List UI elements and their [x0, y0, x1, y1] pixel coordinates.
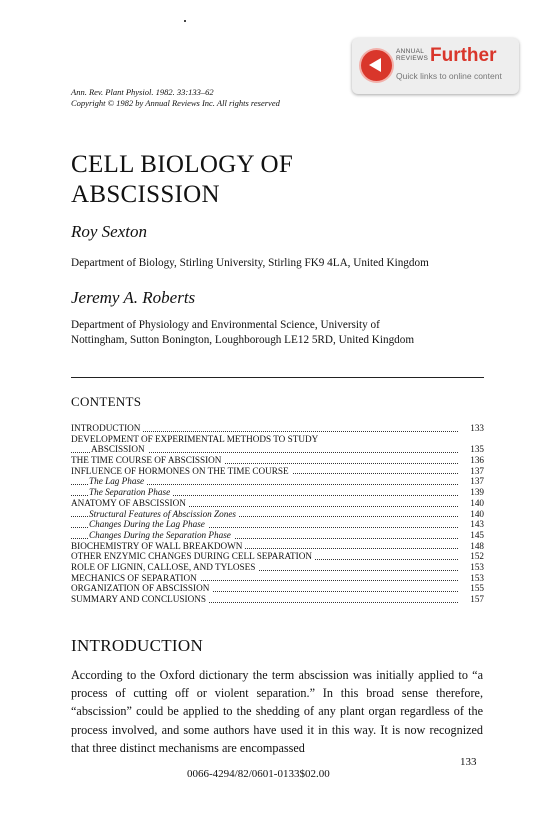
- toc-entry[interactable]: [71, 573, 484, 584]
- journal-citation: Ann. Rev. Plant Physiol. 1982. 33:133–62: [71, 87, 214, 97]
- journal-citation-block: [71, 87, 280, 109]
- toc-entry-page: 137: [460, 476, 484, 487]
- toc-entry[interactable]: [71, 551, 484, 562]
- toc-entry-label: ORGANIZATION OF ABSCISSION: [71, 583, 212, 594]
- toc-entry-label: INFLUENCE OF HORMONES ON THE TIME COURSE: [71, 466, 292, 477]
- back-arrow-icon: [361, 50, 392, 81]
- toc-entry-label: MECHANICS OF SEPARATION: [71, 573, 200, 584]
- toc-entry-page: 143: [460, 519, 484, 530]
- copyright-line: Copyright © 1982 by Annual Reviews Inc. All rights reserved: [71, 98, 280, 108]
- toc-entry[interactable]: [71, 562, 484, 573]
- toc-entry[interactable]: [71, 487, 484, 498]
- author-affiliation: Department of Physiology and Environmental Science, University of Nottingham, Sutton Bonington, Loughborough LE12 5RD, United Kingdom: [71, 319, 415, 346]
- toc-entry-label: THE TIME COURSE OF ABSCISSION: [71, 455, 224, 466]
- toc-entry-label: BIOCHEMISTRY OF WALL BREAKDOWN: [71, 541, 245, 552]
- toc-entry-label: DEVELOPMENT OF EXPERIMENTAL METHODS TO STUDY: [71, 434, 321, 445]
- divider: [71, 377, 484, 378]
- toc-entry-page: 133: [460, 423, 484, 434]
- toc-entry[interactable]: [71, 541, 484, 552]
- toc-entry-label: Changes During the Lag Phase: [89, 519, 208, 530]
- toc-entry-page: 139: [460, 487, 484, 498]
- scan-speck: [184, 20, 186, 22]
- page-number: 133: [460, 756, 477, 768]
- toc-entry[interactable]: [71, 434, 484, 445]
- toc-entry-label: The Lag Phase: [89, 476, 147, 487]
- toc-entry[interactable]: [71, 455, 484, 466]
- article-code: 0066-4294/82/0601-0133$02.00: [187, 768, 330, 780]
- badge-further-label: Further: [430, 45, 497, 66]
- author-name: Jeremy A. Roberts: [71, 288, 196, 307]
- toc-entry[interactable]: [71, 583, 484, 594]
- toc-entry[interactable]: [71, 530, 484, 541]
- toc-entry-label: SUMMARY AND CONCLUSIONS: [71, 594, 209, 605]
- toc-entry[interactable]: [71, 476, 484, 487]
- toc-entry-page: 152: [460, 551, 484, 562]
- toc-entry-page: 140: [460, 509, 484, 520]
- toc-entry-page: 148: [460, 541, 484, 552]
- toc-entry[interactable]: [71, 423, 484, 434]
- toc-entry-page: 145: [460, 530, 484, 541]
- section-heading: INTRODUCTION: [71, 636, 204, 655]
- annual-reviews-further-badge[interactable]: [352, 38, 519, 94]
- author-name: Roy Sexton: [71, 222, 147, 241]
- toc-entry-page: 153: [460, 573, 484, 584]
- toc-entry[interactable]: [71, 519, 484, 530]
- toc-entry[interactable]: [71, 466, 484, 477]
- toc-entry-page: 135: [460, 444, 484, 455]
- toc-entry-label: Structural Features of Abscission Zones: [89, 509, 239, 520]
- toc-entry-label: The Separation Phase: [89, 487, 173, 498]
- article-title: CELL BIOLOGY OF ABSCISSION: [71, 151, 294, 208]
- badge-tagline: Quick links to online content: [396, 71, 502, 81]
- toc-entry-label: ROLE OF LIGNIN, CALLOSE, AND TYLOSES: [71, 562, 258, 573]
- toc-entry[interactable]: [71, 594, 484, 605]
- toc-entry[interactable]: [71, 444, 484, 455]
- toc-entry-page: 157: [460, 594, 484, 605]
- body-paragraph: According to the Oxford dictionary the term abscission was initially applied to “a process of cutting off or violent separation.” In this broad sense therefore, “abscission” could be applied to the shedding of any plant organ regardless of the process involved, and some authors have used it in this way. It is now recognized that three distinct mechanisms are encompassed: [71, 668, 483, 755]
- author-affiliation: Department of Biology, Stirling University, Stirling FK9 4LA, United Kingdom: [71, 257, 429, 269]
- badge-brand: ANNUAL REVIEWS: [396, 48, 429, 62]
- toc-entry-page: 155: [460, 583, 484, 594]
- toc-entry-label: INTRODUCTION: [71, 423, 143, 434]
- toc-entry-page: 153: [460, 562, 484, 573]
- table-of-contents: [71, 423, 484, 605]
- toc-entry-label: OTHER ENZYMIC CHANGES DURING CELL SEPARATION: [71, 551, 315, 562]
- toc-entry-page: 140: [460, 498, 484, 509]
- toc-entry-label: Changes During the Separation Phase: [89, 530, 234, 541]
- toc-entry-label: ABSCISSION: [91, 444, 148, 455]
- toc-entry-page: 137: [460, 466, 484, 477]
- toc-entry-label: ANATOMY OF ABSCISSION: [71, 498, 189, 509]
- contents-heading: CONTENTS: [71, 394, 142, 409]
- toc-entry-page: 136: [460, 455, 484, 466]
- toc-entry[interactable]: [71, 509, 484, 520]
- toc-entry[interactable]: [71, 498, 484, 509]
